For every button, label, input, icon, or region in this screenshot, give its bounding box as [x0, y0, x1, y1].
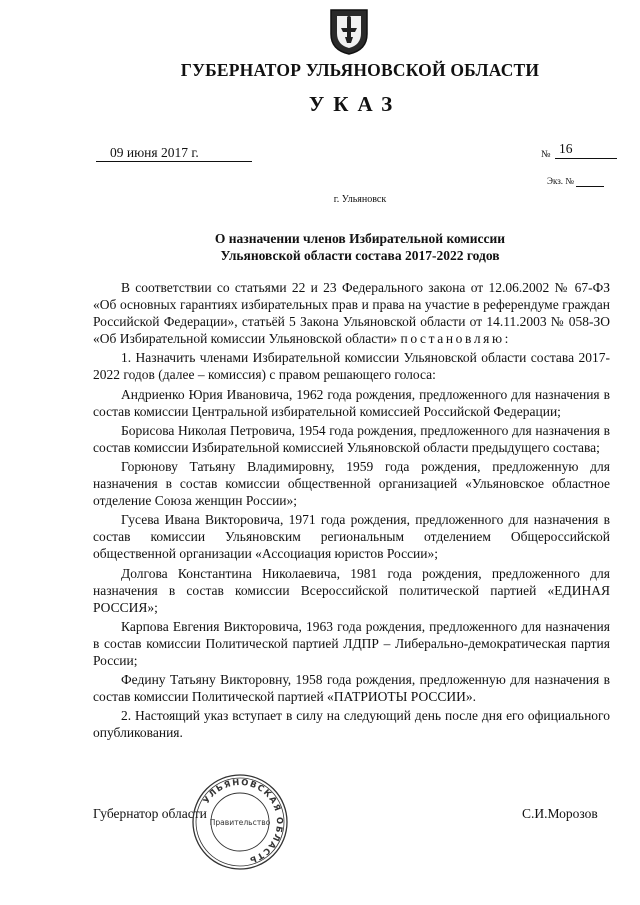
official-stamp: [189, 772, 291, 872]
preamble-paragraph: [93, 279, 610, 347]
city: г. Ульяновск: [333, 194, 387, 205]
copy-blank-line: [576, 176, 604, 187]
subject-line-1: О назначении членов Избирательной комиссии: [214, 231, 506, 246]
item-2: 2. Настоящий указ вступает в силу на следующий день после дня его официального опубликования.: [93, 708, 610, 741]
number-sign: №: [541, 149, 551, 160]
signature-position: Губернатор области: [93, 806, 207, 821]
coat-of-arms-icon: [325, 6, 373, 56]
copy-label: Экз. №: [547, 176, 574, 186]
member-paragraph: Федину Татьяну Викторовну, 1958 года рождения, предложенную для назначения в состав комиссии Политической партией «ПАТРИОТЫ РОССИИ».: [93, 672, 610, 705]
decree-number: 16: [555, 141, 617, 159]
signature-name: С.И.Морозов: [522, 806, 598, 821]
item-1: 1. Назначить членами Избирательной комиссии Ульяновской области состава 2017-2022 годов (далее – комиссия) с правом решающего голоса:: [93, 350, 610, 383]
copy-number: [547, 176, 604, 187]
decree-body: [93, 279, 610, 741]
member-paragraph: Долгова Константина Николаевича, 1981 года рождения, предложенного для назначения в состав комиссии Всероссийской политической партией «ЕДИНАЯ РОССИЯ»;: [93, 565, 610, 615]
decree-subject: [0, 230, 640, 264]
member-paragraph: Горюнову Татьяну Владимировну, 1959 года рождения, предложенную для назначения в состав комиссии общественной организацией «Ульяновское областное отделение Союза женщин России»;: [93, 458, 610, 509]
member-paragraph: Карпова Евгения Викторовича, 1963 года рождения, предложенного для назначения в состав комиссии Политической партией ЛДПР – Либерально-демократическая партия России;: [93, 618, 610, 668]
member-paragraph: Гусева Ивана Викторовича, 1971 года рождения, предложенного для назначения в состав комиссии Ульяновским региональным отделением Общероссийской общественной организации «Ассоциация юристов России»;: [93, 512, 610, 562]
authority-title: ГУБЕРНАТОР УЛЬЯНОВСКОЙ ОБЛАСТИ: [180, 60, 540, 80]
preamble-text: В соответствии со статьями 22 и 23 Федерального закона от 12.06.2002 № 67-ФЗ «Об основных гарантиях избирательных прав и права на участие в референдуме граждан Российской Федерации», статьёй 5 Закона Ульяновской области от 14.11.2003 № 058-ЗО «Об Избирательной комиссии Ульяновской области»: [93, 280, 610, 347]
stamp-center-text: Правительство: [209, 818, 271, 827]
decree-word: постановляю:: [400, 331, 512, 347]
decree-date: 09 июня 2017 г.: [96, 145, 252, 162]
subject-line-2: Ульяновской области состава 2017-2022 годов: [220, 248, 500, 263]
member-paragraph: Борисова Николая Петровича, 1954 года рождения, предложенного для назначения в состав комиссии Избирательной комиссией Ульяновской области предыдущего состава;: [93, 422, 610, 455]
document-type: УКАЗ: [308, 92, 402, 116]
stamp-ring-text: УЛЬЯНОВСКАЯ ОБЛАСТЬ: [200, 776, 286, 866]
member-paragraph: Андриенко Юрия Ивановича, 1962 года рождения, предложенного для назначения в состав комиссии Центральной избирательной комиссией Российской Федерации;: [93, 386, 610, 419]
